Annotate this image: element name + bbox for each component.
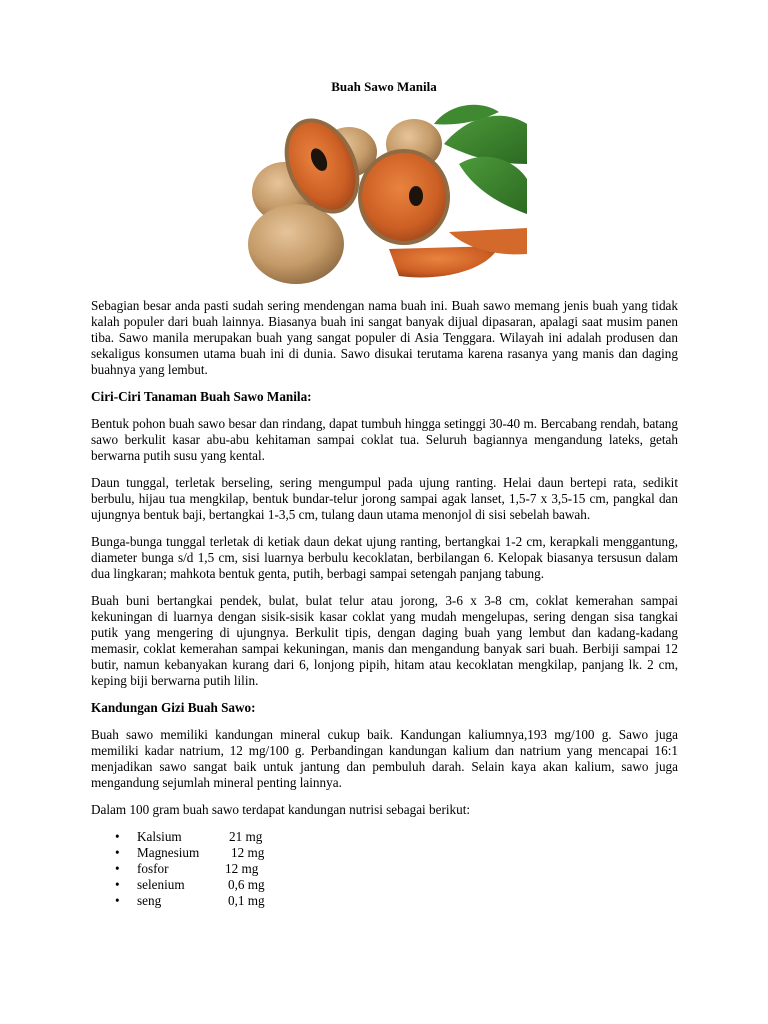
intro-paragraph: Sebagian besar anda pasti sudah sering mendengan nama buah ini. Buah sawo memang jenis buah yang tidak kalah populer dari buah lainnya. Biasanya buah ini sangat banyak dijual dipasaran, apalagi saat musim panen tiba. Sawo manila merupakan buah yang sangat populer di Asia Tenggara. Wilayah ini adalah produsen dan sekaligus konsumen utama buah ini di dunia. Sawo disukai terutama karena rasanya yang manis dan daging buahnya yang lembut. [91, 298, 678, 377]
bullet-icon: • [115, 861, 120, 876]
bullet-icon: • [115, 893, 120, 908]
nutrient-value: 0,1 mg [228, 893, 265, 908]
nutrient-name: seng [137, 893, 162, 908]
nutrient-name: selenium [137, 877, 185, 892]
nutrient-value: 0,6 mg [228, 877, 265, 892]
page-title: Buah Sawo Manila [331, 79, 437, 94]
nutrient-value: 21 mg [229, 829, 263, 844]
nutrient-value: 12 mg [225, 861, 259, 876]
section-heading-kandungan-gizi: Kandungan Gizi Buah Sawo: [91, 700, 256, 715]
bullet-icon: • [115, 877, 120, 892]
list-item [91, 861, 678, 877]
list-item [91, 829, 678, 845]
list-item [91, 845, 678, 861]
paragraph: Bentuk pohon buah sawo besar dan rindang, dapat tumbuh hingga setinggi 30-40 m. Bercabang rendah, batang sawo berkulit kasar abu-abu kehitaman sampai coklat tua. Seluruh bagiannya mengandung lateks, getah berwarna putih susu yang kental. [91, 416, 678, 463]
nutrient-name: Magnesium [137, 845, 200, 860]
sapodilla-fruit-photo [244, 104, 527, 290]
paragraph: Buah sawo memiliki kandungan mineral cukup baik. Kandungan kaliumnya,193 mg/100 g. Sawo juga memiliki kadar natrium, 12 mg/100 g. Perbandingan kandungan kalium dan natrium yang mencapai 16:1 menjadikan sawo sangat baik untuk jantung dan pembuluh darah. Selain kaya akan kalium, sawo juga mengandung sejumlah mineral penting lainnya. [91, 727, 678, 790]
nutrient-name: Kalsium [137, 829, 182, 844]
bullet-icon: • [115, 845, 120, 860]
nutrient-name: fosfor [137, 861, 169, 876]
nutrient-value: 12 mg [231, 845, 265, 860]
section-heading-ciri-ciri: Ciri-Ciri Tanaman Buah Sawo Manila: [91, 389, 312, 404]
paragraph: Bunga-bunga tunggal terletak di ketiak daun dekat ujung ranting, bertangkai 1-2 cm, kerapkali menggantung, diameter bunga s/d 1,5 cm, sisi luarnya berbulu kecoklatan, berbilangan 6. Kelopak biasanya tersusun dalam dua lingkaran; mahkota bentuk genta, putih, berbagi sampai setengah panjang tabung. [91, 534, 678, 581]
nutrient-list [91, 829, 678, 909]
bullet-icon: • [115, 829, 120, 844]
paragraph: Dalam 100 gram buah sawo terdapat kandungan nutrisi sebagai berikut: [91, 802, 471, 817]
list-item [91, 893, 678, 909]
list-item [91, 877, 678, 893]
paragraph: Buah buni bertangkai pendek, bulat, bulat telur atau jorong, 3-6 x 3-8 cm, coklat kemerahan sampai kekuningan di luarnya dengan sisik-sisik kasar coklat yang mudah mengelupas, sering dengan sisa tangkai putik yang mengering di ujungnya. Berkulit tipis, dengan daging buah yang lembut dan kadang-kadang memasir, coklat kemerahan sampai kekuningan, manis dan mengandung banyak sari buah. Berbiji sampai 12 butir, namun kebanyakan kurang dari 6, lonjong pipih, hitam atau kecoklatan mengkilap, panjang lk. 2 cm, keping biji berwarna putih lilin. [91, 593, 678, 688]
paragraph: Daun tunggal, terletak berseling, sering mengumpul pada ujung ranting. Helai daun bertepi rata, sedikit berbulu, hijau tua mengkilap, bentuk bundar-telur jorong sampai agak lanset, 1,5-7 x 3,5-15 cm, pangkal dan ujungnya bentuk baji, bertangkai 1-3,5 cm, tulang daun utama menonjol di sisi sebelah bawah. [91, 475, 678, 522]
document-body [91, 298, 678, 909]
